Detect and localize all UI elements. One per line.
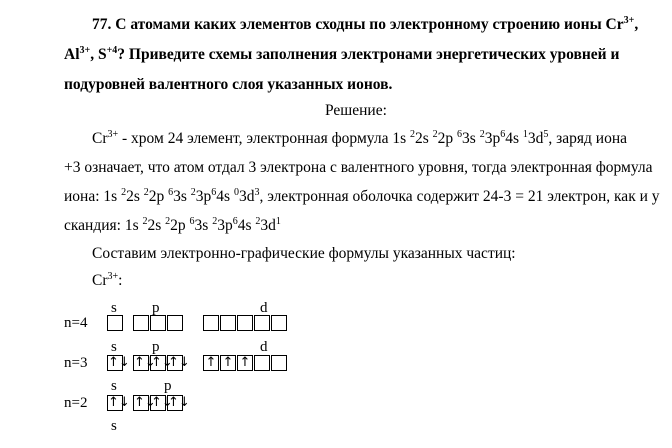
orbital-cell-p (150, 315, 166, 331)
orbital-cell-p: ↑↓ (151, 395, 173, 410)
sublevel-letter-p: p (152, 339, 160, 355)
orbital-cell-d (220, 315, 236, 331)
orbital-cell-p: ↑↓ (134, 355, 156, 370)
orbital-cell-p: ↑↓ (134, 395, 156, 410)
solution-heading: Решение: (325, 102, 387, 119)
paragraph-2: Составим электронно-графические формулы указанных частиц: (92, 245, 516, 262)
sublevel-letter-p: p (152, 300, 160, 316)
orbital-cell-p: ↑↓ (151, 355, 173, 370)
level-label: n=3 (64, 355, 88, 371)
sublevel-letter-s: s (111, 339, 117, 355)
sublevel-letter-d: d (260, 300, 268, 316)
orbital-cell-s: ↑↓ (108, 395, 130, 410)
level-label: n=2 (64, 395, 88, 411)
orbital-cell-p (133, 315, 149, 331)
orbital-cell-d: ↑ (203, 355, 219, 371)
paragraph-line-1: $Cr^{3+}$ - хром 24 элемент, электронная формула 1s $^2$2s $^2$2p $^6$3s $^23p^64s$ $^13d^5$, заряд иона (92, 129, 627, 147)
orbital-cell-d (271, 315, 287, 331)
sublevel-letter-s: s (111, 300, 117, 316)
sublevel-letter-p: p (164, 378, 172, 394)
sublevel-letter-s: s (111, 378, 117, 394)
problem-title-line-2: $Al^{3+}$, $S^{+4}$? Приведите схемы заполнения электронами энергетических уровней и (64, 45, 620, 63)
sublevel-letter-s: s (111, 418, 117, 434)
orbital-cell-p: ↑↓ (168, 355, 190, 370)
orbital-cell-s (107, 315, 123, 331)
paragraph-line-3: иона: 1s $^2$2s $^2$2p $^6$3s $^23p^64s$ $^03d^3$, электронная оболочка содержит 24-3 = 21 электрон, как и у (64, 187, 660, 205)
orbital-cell-d (271, 355, 287, 371)
problem-title-line-1: 77. С атомами каких элементов сходны по электронному строению ионы $Cr^{3+}$, (92, 15, 639, 33)
orbital-cell-d (237, 315, 253, 331)
orbital-cell-d: ↑ (237, 355, 253, 371)
problem-title-line-3: подуровней валентного слоя указанных ионов. (64, 76, 393, 93)
paragraph-line-4: скандия: 1s $^2$2s $^2$2p $^6$3s $^23p^64s$ $^23d^1$ (64, 216, 281, 234)
level-label: n=4 (64, 315, 88, 331)
orbital-cell-d (254, 355, 270, 371)
paragraph-line-2: +3 означает, что атом отдал 3 электрона с валентного уровня, тогда электронная формула (64, 159, 653, 176)
sublevel-letter-d: d (260, 339, 268, 355)
orbital-cell-p: ↑↓ (168, 395, 190, 410)
orbital-cell-s: ↑↓ (108, 355, 130, 370)
species-label: $Cr^{3+}$: (92, 271, 123, 289)
orbital-cell-d (203, 315, 219, 331)
orbital-cell-d (254, 315, 270, 331)
orbital-cell-p (167, 315, 183, 331)
orbital-cell-d: ↑ (220, 355, 236, 371)
